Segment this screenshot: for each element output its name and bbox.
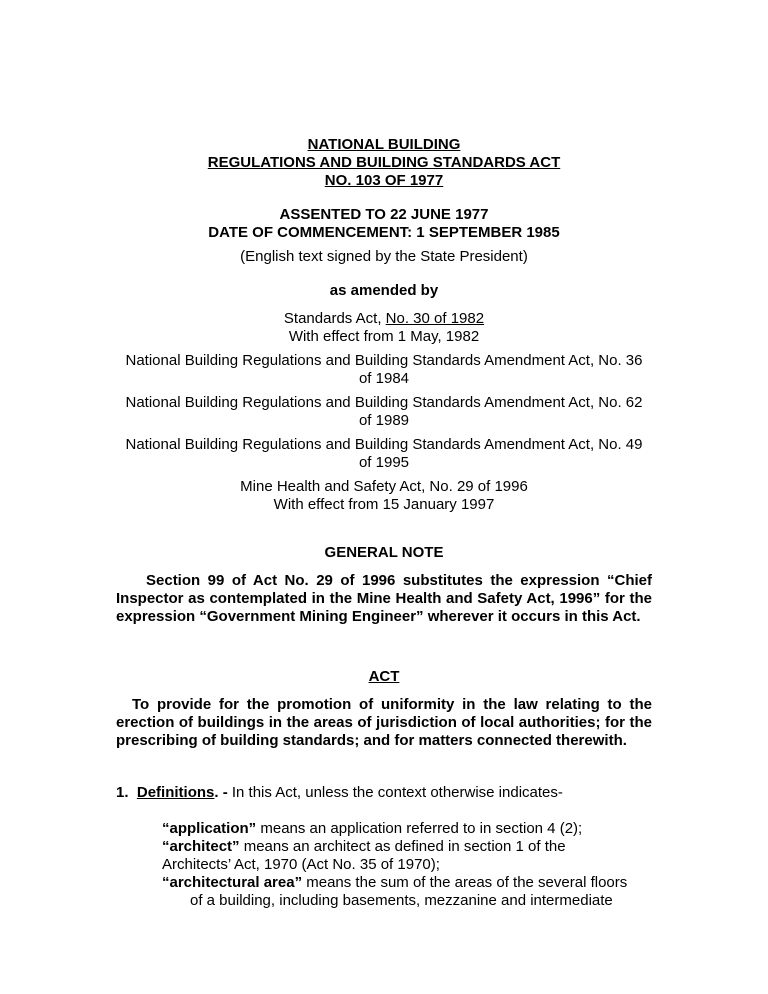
amendment-3-line-2: of 1989 (358, 412, 410, 429)
definition-architect (162, 838, 566, 856)
general-note-heading: GENERAL NOTE (324, 544, 444, 561)
section-1-title: Definitions (136, 784, 215, 801)
amendment-4-line-1: National Building Regulations and Building Standards Amendment Act, No. 49 (125, 436, 643, 453)
title-line-2: REGULATIONS AND BUILDING STANDARDS ACT (207, 154, 561, 171)
amendment-2-line-1: National Building Regulations and Building Standards Amendment Act, No. 36 (125, 352, 643, 369)
signed-note: (English text signed by the State President) (240, 248, 528, 265)
definition-term: “application” (162, 820, 257, 837)
definition-architectural-area-line-2: of a building, including basements, mezzanine and intermediate (190, 892, 613, 909)
title-line-3: NO. 103 OF 1977 (324, 172, 444, 189)
definition-application (162, 820, 582, 838)
amendment-2-line-2: of 1984 (358, 370, 410, 387)
general-note-text: Section 99 of Act No. 29 of 1996 substitutes the expression “Chief Inspector as contemplated in the Mine Health and Safety Act, 1996” for the expression “Government Mining Engineer” wherever it occurs in this Act. (116, 572, 652, 625)
amended-by-heading: as amended by (329, 282, 439, 299)
definition-term: “architectural area” (162, 874, 303, 891)
definition-text: means the sum of the areas of the several floors (302, 874, 628, 891)
amendment-3-line-1: National Building Regulations and Building Standards Amendment Act, No. 62 (125, 394, 643, 411)
amendment-4-line-2: of 1995 (358, 454, 410, 471)
title-line-1: NATIONAL BUILDING (307, 136, 461, 153)
amendment-1-link[interactable]: No. 30 of 1982 (385, 310, 485, 327)
assented-date: ASSENTED TO 22 JUNE 1977 (279, 206, 489, 223)
definition-text: means an architect as defined in section 1 of the (239, 838, 566, 855)
amendment-5-line-1: Mine Health and Safety Act, No. 29 of 1996 (240, 478, 528, 495)
definition-text: means an application referred to in section 4 (2); (256, 820, 583, 837)
amendment-1-line-2: With effect from 1 May, 1982 (288, 328, 480, 345)
section-1-number: 1. (116, 784, 129, 801)
act-purpose: To provide for the promotion of uniformity in the law relating to the erection of buildings in the areas of jurisdiction of local authorities; for the prescribing of building standards; and for matters connected therewith. (116, 696, 652, 749)
amendment-1-line-1 (0, 310, 768, 328)
section-1-intro: In this Act, unless the context otherwise indicates- (227, 784, 563, 801)
definition-term: “architect” (162, 838, 240, 855)
amendment-1-prefix: Standards Act, (283, 310, 386, 327)
section-1-heading (116, 784, 563, 802)
act-heading: ACT (368, 668, 400, 685)
amendment-5-line-2: With effect from 15 January 1997 (273, 496, 495, 513)
commencement-date: DATE OF COMMENCEMENT: 1 SEPTEMBER 1985 (208, 224, 560, 241)
section-1-dash: . - (214, 784, 228, 801)
definition-architectural-area (162, 874, 627, 892)
definition-architect-line-2: Architects’ Act, 1970 (Act No. 35 of 1970); (162, 856, 440, 873)
